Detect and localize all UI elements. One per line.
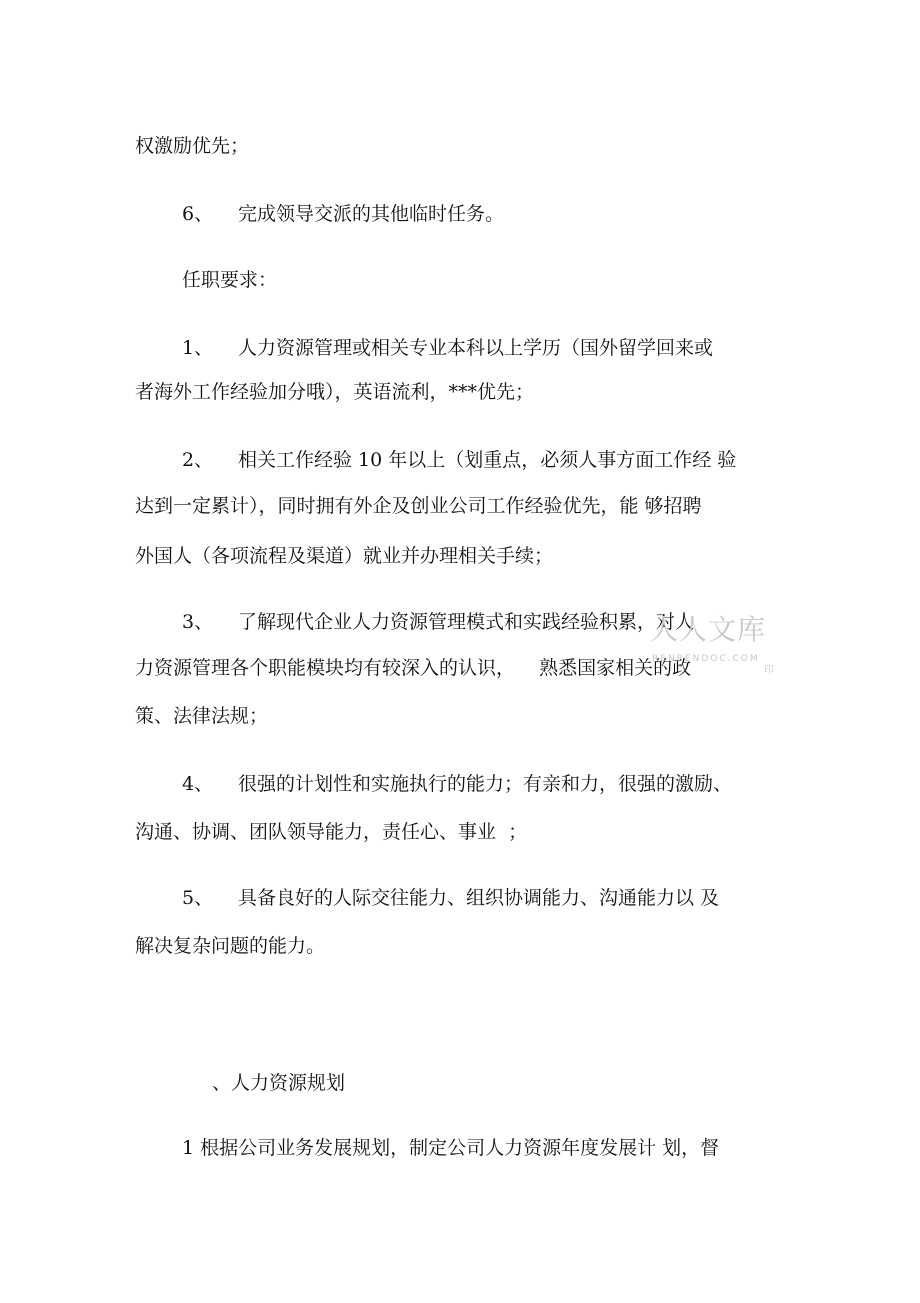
text-line — [135, 134, 249, 158]
list-number: 5、 — [182, 887, 214, 909]
text-line — [135, 704, 268, 728]
line-text: 者海外工作经验加分哦），英语流利，***优先； — [135, 381, 535, 403]
watermark-logo — [646, 614, 776, 684]
line-text: 达到一定累计），同时拥有外企及创业公司工作经验优先，能 够招聘 — [135, 495, 702, 517]
section-heading — [212, 1071, 345, 1095]
list-item-2 — [182, 448, 736, 472]
list-item-5 — [182, 886, 719, 910]
line-text: 解决复杂问题的能力。 — [135, 935, 326, 957]
line-text: 了解现代企业人力资源管理模式和实践经验积累，对人 — [238, 611, 695, 633]
line-text: 策、法律法规； — [135, 705, 269, 727]
text-line — [135, 544, 553, 568]
list-number: 3、 — [182, 611, 214, 633]
list-number: 4、 — [182, 773, 214, 795]
line-text: 任职要求： — [182, 269, 278, 291]
list-number: 2、 — [182, 449, 214, 471]
list-item-3 — [182, 610, 694, 634]
list-item-6 — [182, 202, 504, 226]
line-text: 外国人（各项流程及渠道）就业并办理相关手续； — [135, 545, 554, 567]
watermark-mark: 印 — [764, 665, 774, 676]
text-line — [135, 380, 534, 404]
line-text: 力资源管理各个职能模块均有较深入的认识， 熟悉国家相关的政 — [135, 657, 692, 679]
list-number: 6、 — [182, 203, 214, 225]
line-text: 人力资源管理或相关专业本科以上学历（国外留学回来或 — [238, 337, 714, 359]
watermark-url: RENRENDOC.COM — [652, 654, 760, 664]
list-number: 1、 — [182, 337, 214, 359]
watermark-title: 人人文库 — [650, 613, 767, 646]
list-item-1 — [182, 336, 713, 360]
line-text: 沟通、协调、团队领导能力，责任心、事业 ； — [135, 821, 528, 843]
line-text: 具备良好的人际交往能力、组织协调能力、沟通能力以 及 — [238, 887, 720, 909]
section-heading — [182, 268, 277, 292]
line-text: 很强的计划性和实施执行的能力；有亲和力，很强的激励、 — [238, 773, 733, 795]
text-line — [135, 494, 702, 518]
text-line — [135, 656, 691, 680]
text-line — [135, 934, 325, 958]
line-text: 、人力资源规划 — [212, 1072, 346, 1094]
line-text: 1 根据公司业务发展规划，制定公司人力资源年度发展计 划，督 — [182, 1137, 720, 1159]
line-text: 相关工作经验 10 年以上（划重点，必须人事方面工作经 验 — [238, 449, 737, 471]
line-text: 完成领导交派的其他临时任务。 — [238, 203, 505, 225]
text-line — [135, 820, 527, 844]
line-text: 权激励优先； — [135, 135, 250, 157]
list-item-4 — [182, 772, 732, 796]
text-line — [182, 1136, 719, 1160]
